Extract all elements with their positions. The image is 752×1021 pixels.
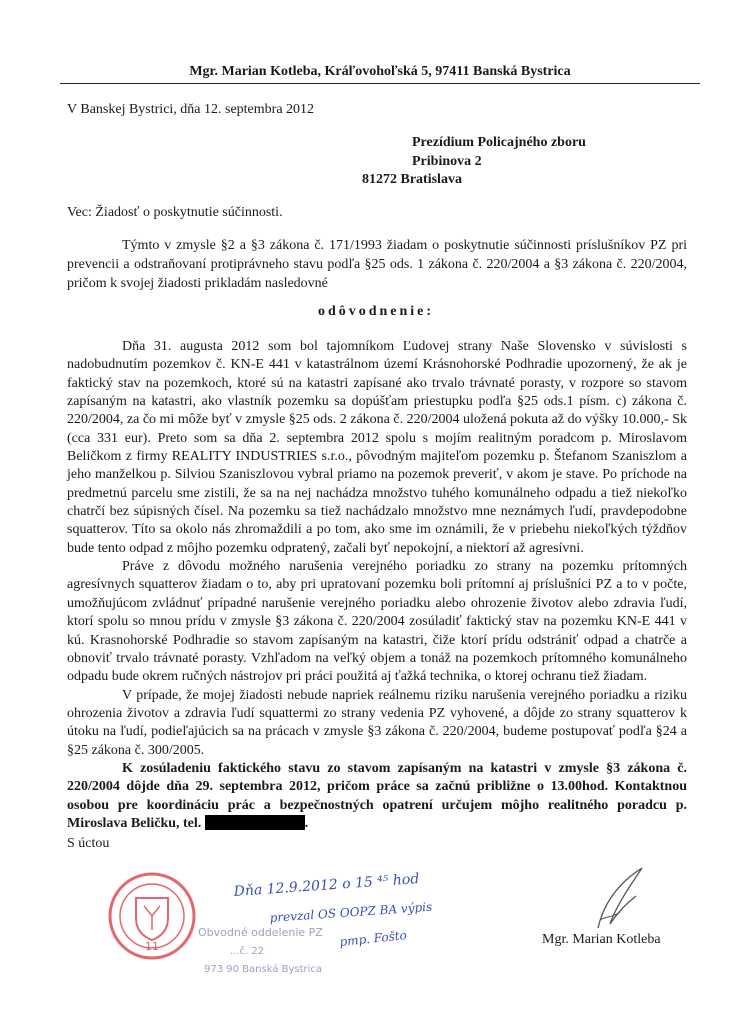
date-line: V Banskej Bystrici, dňa 12. septembra 2012 (67, 102, 315, 117)
body-paragraph-3: V prípade, že mojej žiadosti nebude napriek reálnemu riziku narušenia verejného poriadku a riziku ohrozenia životov a zdravia ľudí squattermi zo strany vedenia PZ vyhovené, a dôjde zo strany squatterov k útoku na ľudí, podieľajúcich sa na prácach v zmysle §3 zákona č. 220/2004, budeme postupovať podľa §24 a §25 zákona č. 300/2005. (67, 687, 687, 758)
letter-body (67, 338, 687, 833)
recipient-line-1: Prezídium Policajného zboru (412, 135, 586, 150)
subject-line: Vec: Žiadosť o poskytnutie súčinnosti. (67, 205, 283, 220)
bold-paragraph: K zosúladeniu faktického stavu zo stavom zapísaným na katastri v zmysle §3 zákona č. 220/2004 dôjde dňa 29. septembra 2012, pričom práce sa začnú približne o 13.00hod. Kontaktnou osobou pre koordináciu prác a bezpečnostných opatrení určujem môjho realitného poradcu p. Miroslava Beličku, tel. . (67, 760, 687, 831)
stamp-line-2: ...č. 22 (230, 946, 265, 957)
letterhead: Mgr. Marian Kotleba, Kráľovohoľská 5, 97411 Banská Bystrica (60, 64, 700, 84)
stamp-line-3: 973 90 Banská Bystrica (204, 964, 323, 975)
handnote-line-2: prevzal OS OOPZ BA výpis (269, 899, 433, 925)
bold-paragraph-text: K zosúladeniu faktického stavu zo stavom zapísaným na katastri v zmysle §3 zákona č. 220/2004 dôjde dňa 29. septembra 2012, pričom práce sa začnú približne o 13.00hod. Kontaktnou osobou pre koordináciu prác a bezpečnostných opatrení určujem môjho realitného poradcu p. Miroslava Beličku, tel. (67, 760, 687, 831)
intro-paragraph: Týmto v zmysle §2 a §3 zákona č. 171/1993 žiadam o poskytnutie súčinnosti príslušníkov PZ pri prevencii a odstraňovaní protiprávneho stavu podľa §25 ods. 1 zákona č. 220/2004 a §3 zákona č. 220/2004, pričom k svojej žiadosti prikladám nasledovné (67, 238, 687, 291)
section-heading: odôvodnenie: (317, 304, 435, 319)
stamp-line-1: Obvodné oddelenie PZ (198, 926, 323, 939)
recipient-line-2: Pribinova 2 (412, 154, 482, 169)
body-paragraph-2: Práve z dôvodu možného narušenia verejného poriadku zo strany na pozemku prítomných agresívnych squatterov žiadam o to, aby pri upratovaní pozemku boli prítomní aj príslušníci PZ a to v počte, umožňujúcom zvládnuť prípadné narušenie verejného poriadku alebo ohrozenie životov alebo zdravia ľudí, ktorí spolu so mnou prídu v zmysle §3 zákona č. 220/2004 zosúladiť faktický stav na pozemku KN-E 441 v kú. Krasnohorské Podhradie so stavom zapísaným na katastri, čiže ktorí prídu odstrániť odpad a chatrče a obnoviť trvalo trávnaté porasty. Vzhľadom na veľký objem a tonáž na pozemkoch prítomného komunálneho odpadu bude okrem ručných nástrojov pri práci použitá aj ťažká technika, o ktorej ochranu tiež žiadam. (67, 559, 687, 685)
svg-text:11: 11 (145, 940, 159, 953)
redacted-phone (205, 815, 305, 830)
signature (560, 862, 670, 932)
handnote-line-3: pmp. Fošto (338, 928, 408, 949)
handnote-line-1: Dňa 12.9.2012 o 15 ⁴⁵ hod (233, 871, 420, 900)
recipient-line-3: 81272 Bratislava (362, 172, 462, 187)
body-paragraph-1: Dňa 31. augusta 2012 som bol tajomníkom Ľudovej strany Naše Slovensko v súvislosti s nadobudnutím pozemkov č. KN-E 441 v katastrálnom území Krásnohorské Podhradie upozornený, že ak je faktický stav na pozemkoch, ktoré sú na katastri zapísané ako trvalo trávnaté porasty, v rozpore so stavom zapísaným na katastri, ako vlastník pozemku sa dopúšťam priestupku podľa §25 ods.1 písm. c) zákona č. 220/2004, za čo mi môže byť v zmysle §25 ods. 2 zákona č. 220/2004 uložená pokuta až do výšky 10.000,- Sk (cca 331 eur). Preto som sa dňa 2. septembra 2012 spolu s mojím realitným poradcom p. Miroslavom Beličkom z firmy REALITY INDUSTRIES s.r.o., pôvodným majiteľom pozemku p. Štefanom Szaniszlom a jeho manželkou p. Silviou Szaniszlovou vybral priamo na pozemok preveriť, v akom je stave. Po príchode na predmetnú parcelu sme zistili, že sa na nej nachádza množstvo tuhého komunálneho odpadu a tiež niekoľko chatrčí bez súpisných čísel. Na pozemku sa tiež nachádzalo množstvo mne neznámych ľudí, pravdepodobne squatterov. Títo sa okolo nás zhromaždili a po tom, ako sme im oznámili, že v priebehu niekoľkých týždňov bude tento odpad z môjho pozemku odpratený, začali byť nepokojní, a niektorí až agresívni. (67, 339, 687, 556)
handwritten-note (222, 871, 482, 956)
closing: S úctou (67, 836, 110, 851)
signer-name: Mgr. Marian Kotleba (542, 932, 661, 947)
